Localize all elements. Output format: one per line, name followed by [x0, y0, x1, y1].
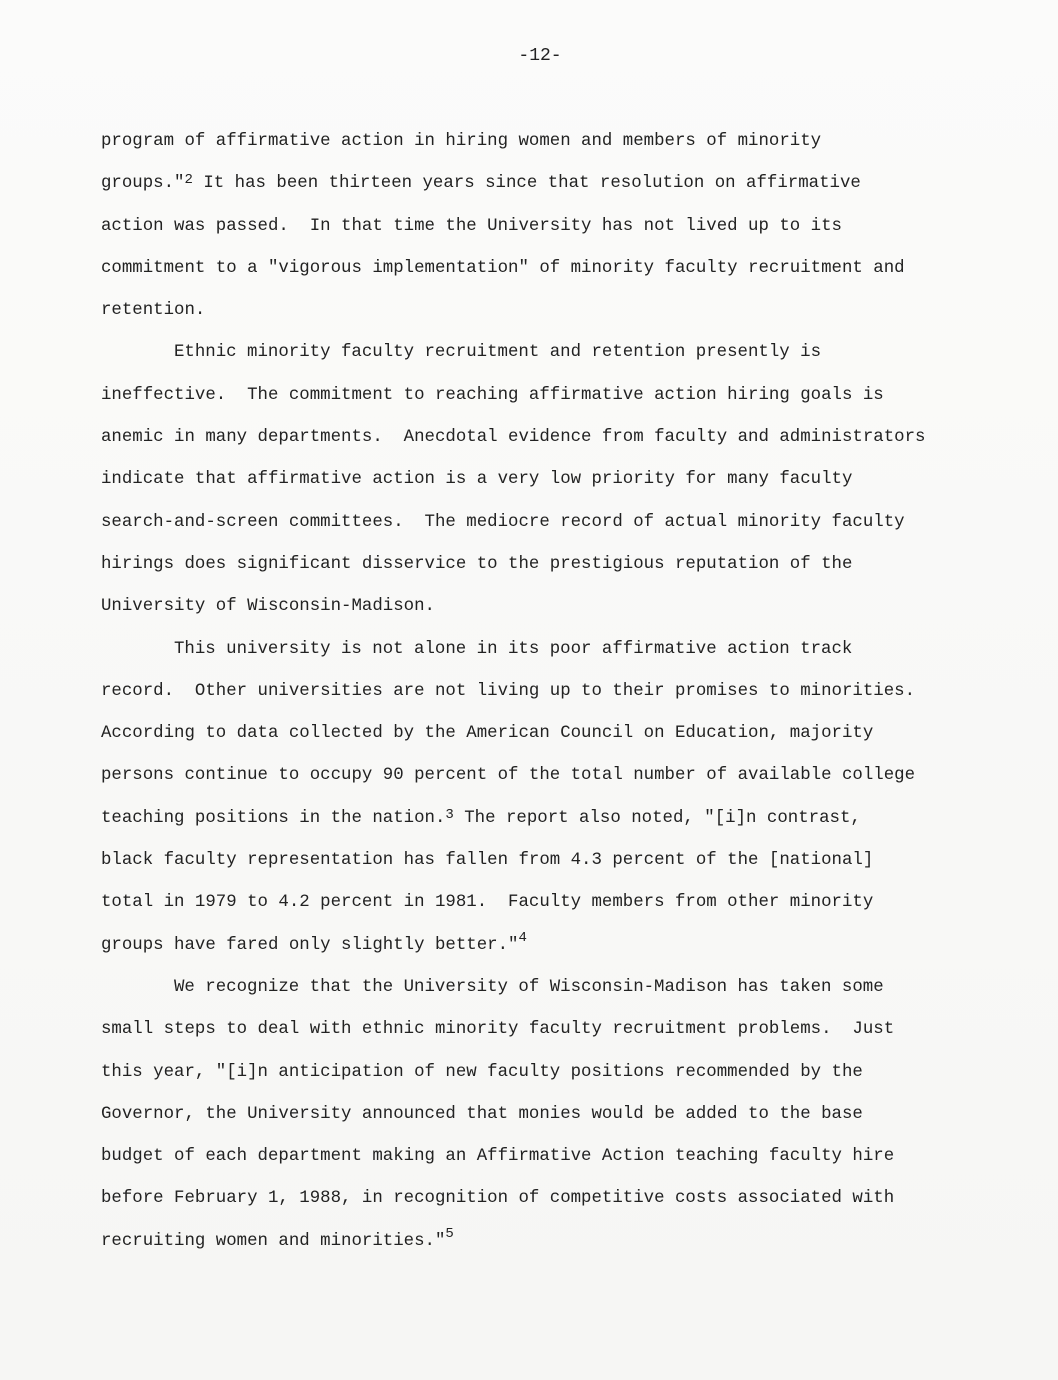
- text-line: [101, 720, 961, 762]
- text-line: [101, 170, 961, 212]
- text-line: [101, 466, 961, 508]
- line-text: hirings does significant disservice to the prestigious reputation of the: [101, 554, 853, 574]
- line-text: anemic in many departments. Anecdotal evidence from faculty and administrators: [101, 428, 926, 448]
- text-line: [101, 128, 961, 170]
- line-text: action was passed. In that time the University has not lived up to its: [101, 216, 842, 236]
- line-text: recruiting women and minorities.": [101, 1231, 446, 1251]
- line-text: black faculty representation has fallen from 4.3 percent of the [national]: [101, 851, 874, 871]
- line-text: teaching positions in the nation.: [101, 808, 446, 828]
- text-line: [101, 213, 961, 255]
- text-line: [101, 551, 961, 593]
- line-text: Ethnic minority faculty recruitment and retention presently is: [174, 343, 822, 363]
- footnote-marker: 5: [445, 1225, 454, 1242]
- text-line: [101, 974, 961, 1016]
- line-text: commitment to a "vigorous implementation" of minority faculty recruitment and: [101, 258, 905, 278]
- text-line: [101, 762, 961, 804]
- footnote-marker: 4: [518, 929, 527, 946]
- text-line: [101, 382, 961, 424]
- text-line: [101, 636, 961, 678]
- line-text: We recognize that the University of Wisconsin-Madison has taken some: [174, 977, 884, 997]
- page-number: -12-: [518, 46, 562, 66]
- text-line: [101, 339, 961, 381]
- line-text: ineffective. The commitment to reaching affirmative action hiring goals is: [101, 385, 884, 405]
- line-text: small steps to deal with ethnic minority faculty recruitment problems. Just: [101, 1020, 895, 1040]
- line-text: groups.": [101, 174, 185, 194]
- text-line: [101, 297, 961, 339]
- line-text: search-and-screen committees. The mediocre record of actual minority faculty: [101, 512, 905, 532]
- footnote-marker: 2: [184, 172, 193, 189]
- line-text-continued: The report also noted, "[i]n contrast,: [453, 808, 861, 828]
- text-line: [101, 805, 961, 847]
- body-text: [101, 128, 961, 1270]
- line-text: retention.: [101, 301, 206, 321]
- text-line: [101, 255, 961, 297]
- line-text: According to data collected by the American Council on Education, majority: [101, 724, 874, 744]
- text-line: [101, 1143, 961, 1185]
- text-line: [101, 424, 961, 466]
- text-line: [101, 847, 961, 889]
- text-line: [101, 1185, 961, 1227]
- line-text: record. Other universities are not living up to their promises to minorities.: [101, 681, 916, 701]
- line-text: persons continue to occupy 90 percent of the total number of available college: [101, 766, 916, 786]
- footnote-marker: 3: [445, 806, 454, 823]
- text-line: [101, 1225, 961, 1270]
- line-text: groups have fared only slightly better.": [101, 935, 519, 955]
- line-text: University of Wisconsin-Madison.: [101, 597, 435, 617]
- text-line: [101, 1101, 961, 1143]
- line-text: Governor, the University announced that monies would be added to the base: [101, 1104, 863, 1124]
- text-line: [101, 593, 961, 635]
- line-text-continued: It has been thirteen years since that resolution on affirmative: [192, 174, 861, 194]
- line-text: this year, "[i]n anticipation of new faculty positions recommended by the: [101, 1062, 863, 1082]
- text-line: [101, 889, 961, 931]
- line-text: before February 1, 1988, in recognition of competitive costs associated with: [101, 1189, 895, 1209]
- text-line: [101, 1059, 961, 1101]
- line-text: budget of each department making an Affirmative Action teaching faculty hire: [101, 1147, 895, 1167]
- text-line: [101, 1016, 961, 1058]
- text-line: [101, 509, 961, 551]
- text-line: [101, 678, 961, 720]
- line-text: total in 1979 to 4.2 percent in 1981. Faculty members from other minority: [101, 893, 874, 913]
- line-text: program of affirmative action in hiring women and members of minority: [101, 132, 822, 151]
- line-text: indicate that affirmative action is a very low priority for many faculty: [101, 470, 853, 490]
- line-text: This university is not alone in its poor affirmative action track: [174, 639, 853, 659]
- text-line: [101, 929, 961, 974]
